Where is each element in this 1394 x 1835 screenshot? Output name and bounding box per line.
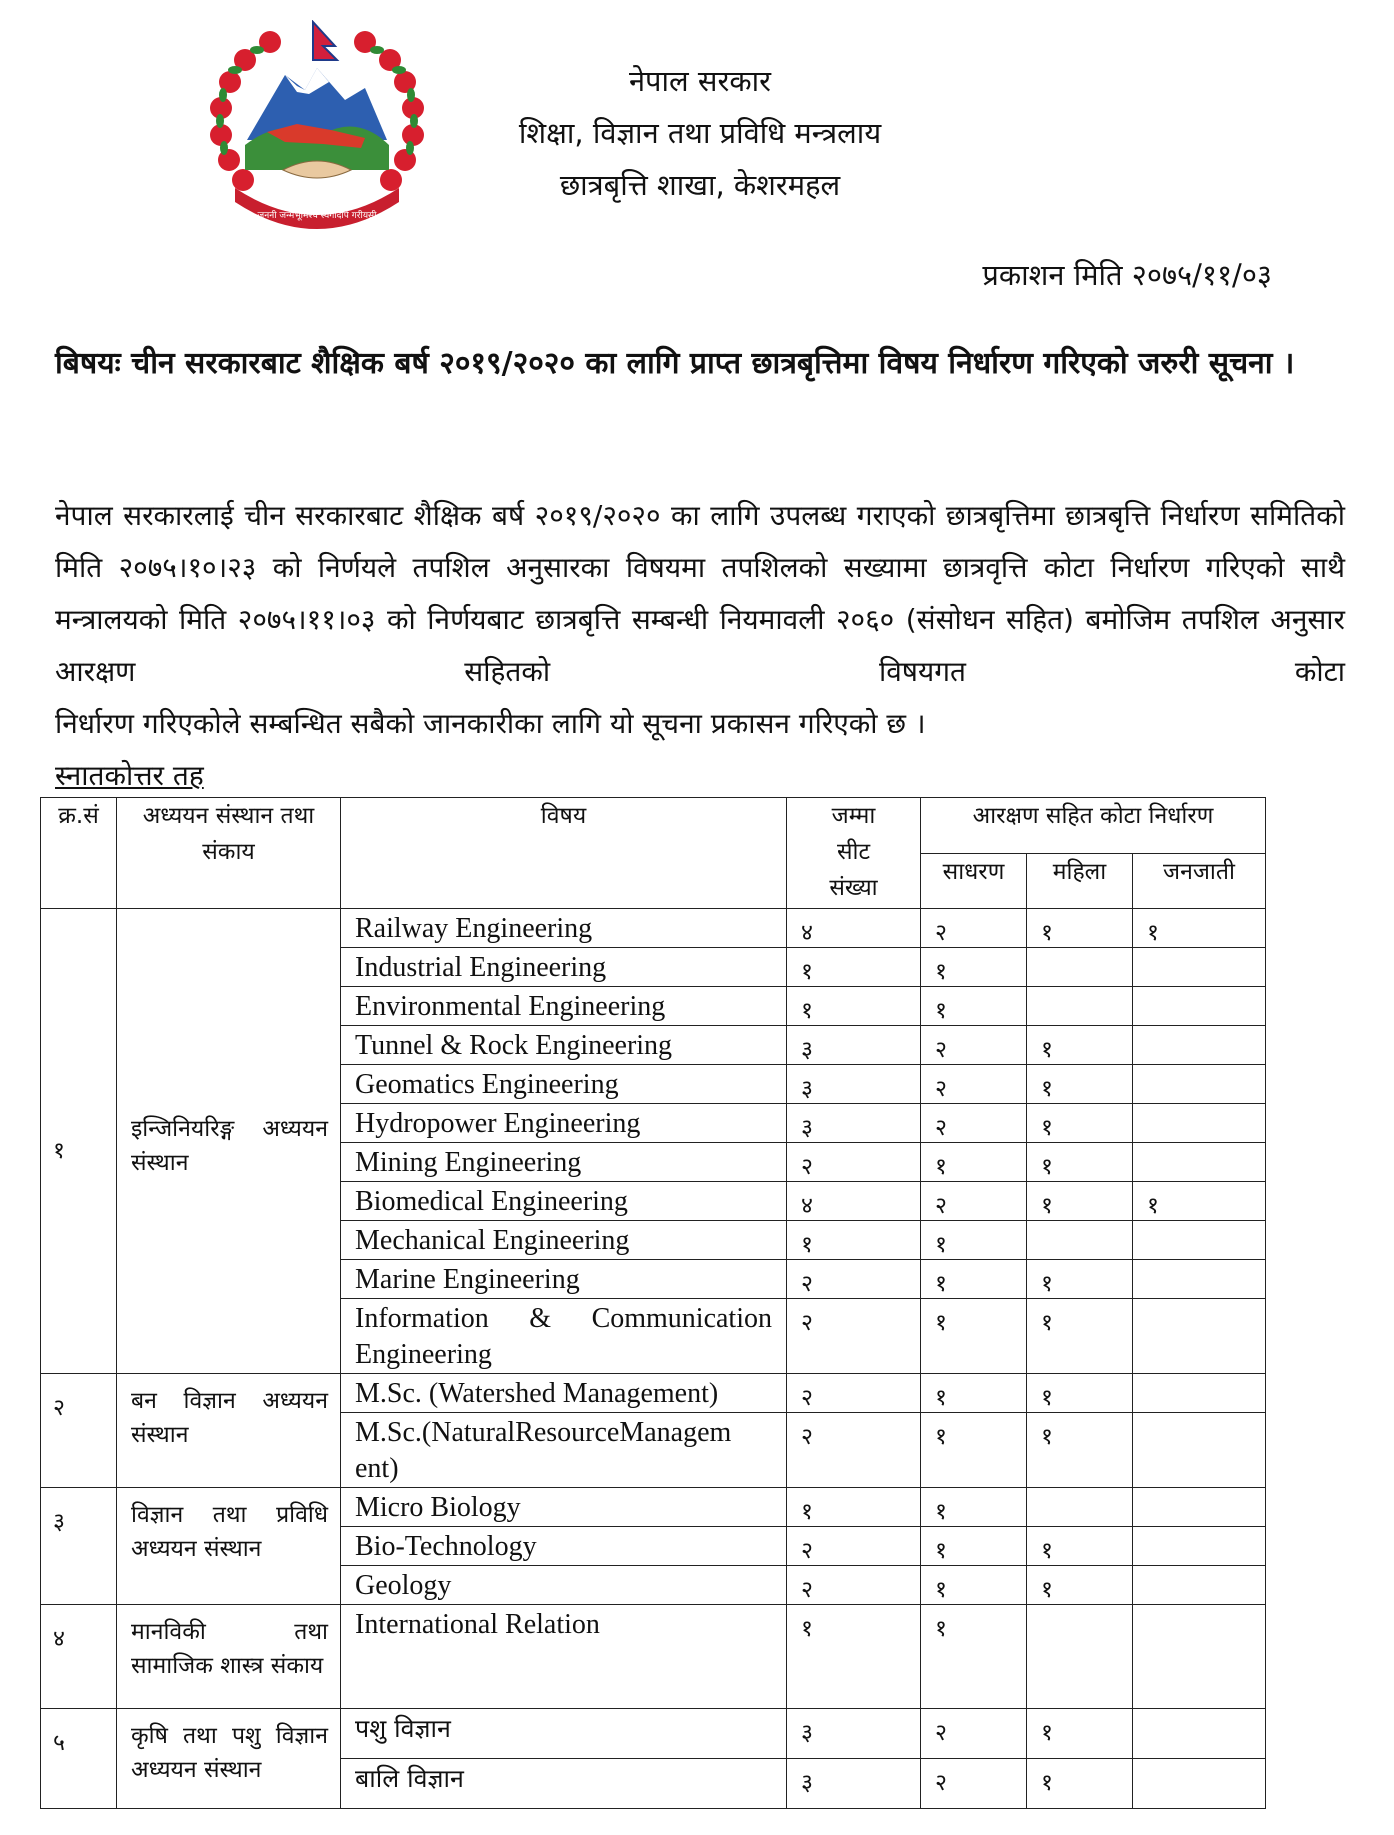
cell-subject: Railway Engineering	[341, 909, 787, 948]
cell-janajati	[1133, 1143, 1266, 1182]
cell-general: १	[921, 1260, 1027, 1299]
cell-institute: इन्जिनियरिङ्ग अध्ययन संस्थान	[117, 909, 341, 1374]
header-institute: अध्ययन संस्थान तथा संकाय	[117, 798, 341, 909]
header-total-seats: जम्मा सीट संख्या	[787, 798, 921, 909]
cell-general: २	[921, 1104, 1027, 1143]
cell-janajati	[1133, 987, 1266, 1026]
cell-female: १	[1027, 1709, 1133, 1759]
cell-general: १	[921, 1413, 1027, 1488]
cell-general: १	[921, 1488, 1027, 1527]
cell-janajati: १	[1133, 1182, 1266, 1221]
cell-sn: ४	[41, 1605, 117, 1709]
cell-janajati	[1133, 1260, 1266, 1299]
cell-total-seats: २	[787, 1374, 921, 1413]
cell-total-seats: ४	[787, 909, 921, 948]
cell-subject: बालि विज्ञान	[341, 1759, 787, 1809]
ministry-header	[430, 55, 970, 211]
scholarship-quota-table	[40, 797, 1266, 1809]
cell-total-seats: १	[787, 1605, 921, 1709]
cell-total-seats: २	[787, 1527, 921, 1566]
cell-female: १	[1027, 1065, 1133, 1104]
cell-total-seats: ३	[787, 1759, 921, 1809]
notice-body-last-line: निर्धारण गरिएकोले सम्बन्धित सबैको जानकारीका लागि यो सूचना प्रकासन गरिएको छ ।	[55, 707, 926, 740]
header-subject: विषय	[341, 798, 787, 909]
cell-total-seats: ३	[787, 1709, 921, 1759]
publication-date: प्रकाशन मिति २०७५/११/०३	[982, 258, 1272, 292]
cell-total-seats: २	[787, 1566, 921, 1605]
cell-subject: पशु विज्ञान	[341, 1709, 787, 1759]
cell-total-seats: ३	[787, 1104, 921, 1143]
cell-sn: २	[41, 1374, 117, 1488]
cell-female: १	[1027, 1104, 1133, 1143]
cell-female: १	[1027, 1026, 1133, 1065]
cell-female: १	[1027, 1143, 1133, 1182]
cell-subject: Tunnel & Rock Engineering	[341, 1026, 787, 1065]
cell-sn: १	[41, 909, 117, 1374]
level-heading: स्नातकोत्तर तह	[55, 759, 204, 792]
cell-subject: Hydropower Engineering	[341, 1104, 787, 1143]
cell-total-seats: २	[787, 1299, 921, 1374]
table-row	[41, 1488, 1266, 1527]
cell-janajati	[1133, 1374, 1266, 1413]
cell-subject: Bio-Technology	[341, 1527, 787, 1566]
header-quota-group: आरक्षण सहित कोटा निर्धारण	[921, 798, 1266, 854]
cell-female: १	[1027, 1759, 1133, 1809]
notice-body-main: नेपाल सरकारलाई चीन सरकारबाट शैक्षिक बर्ष २०१९/२०२० का लागि उपलब्ध गराएको छात्रबृत्तिमा छात्रबृत्ति निर्धारण समितिको मिति २०७५।१०।२३ को निर्णयले तपशिल अनुसारका विषयमा तपशिलको सख्यामा छात्रवृत्ति कोटा निर्धारण गरिएको साथै मन्त्रालयको मिति २०७५।११।०३ को निर्णयबाट छात्रबृत्ति सम्बन्धी नियमावली २०६० (संसोधन सहित) बमोजिम तपशिल अनुसार आरक्षण सहितको विषयगत कोटा	[55, 499, 1345, 688]
cell-general: २	[921, 1709, 1027, 1759]
header-female: महिला	[1027, 853, 1133, 909]
cell-total-seats: १	[787, 987, 921, 1026]
cell-general: १	[921, 1374, 1027, 1413]
cell-general: १	[921, 1143, 1027, 1182]
cell-subject: Information & Communication Engineering	[341, 1299, 787, 1374]
cell-janajati	[1133, 1104, 1266, 1143]
cell-janajati	[1133, 1488, 1266, 1527]
cell-subject: M.Sc. (Watershed Management)	[341, 1374, 787, 1413]
cell-general: २	[921, 1759, 1027, 1809]
cell-total-seats: १	[787, 1488, 921, 1527]
cell-general: १	[921, 1605, 1027, 1709]
cell-female	[1027, 1221, 1133, 1260]
cell-female: १	[1027, 1527, 1133, 1566]
cell-general: २	[921, 1026, 1027, 1065]
table-row	[41, 909, 1266, 948]
header-sn: क्र.सं	[41, 798, 117, 909]
cell-general: १	[921, 987, 1027, 1026]
emblem-motto: जननी जन्मभूमिश्च स्वर्गादपि गरीयसी	[257, 211, 377, 221]
cell-general: १	[921, 1566, 1027, 1605]
cell-institute: मानविकी तथा सामाजिक शास्त्र संकाय	[117, 1605, 341, 1709]
table-row	[41, 1709, 1266, 1759]
cell-janajati	[1133, 1026, 1266, 1065]
cell-subject: International Relation	[341, 1605, 787, 1709]
cell-general: १	[921, 1527, 1027, 1566]
cell-female: १	[1027, 1413, 1133, 1488]
cell-subject: M.Sc.(NaturalResourceManagem ent)	[341, 1413, 787, 1488]
section-name: छात्रबृत्ति शाखा, केशरमहल	[559, 168, 841, 202]
notice-body	[55, 490, 1345, 750]
cell-general: १	[921, 948, 1027, 987]
cell-janajati	[1133, 1299, 1266, 1374]
header-general: साधरण	[921, 853, 1027, 909]
cell-janajati	[1133, 1221, 1266, 1260]
cell-total-seats: २	[787, 1260, 921, 1299]
cell-female	[1027, 987, 1133, 1026]
ministry-name: शिक्षा, विज्ञान तथा प्रविधि मन्त्रलाय	[518, 116, 882, 150]
cell-total-seats: २	[787, 1143, 921, 1182]
cell-subject: Environmental Engineering	[341, 987, 787, 1026]
nepal-emblem-icon	[205, 20, 430, 240]
cell-subject: Mining Engineering	[341, 1143, 787, 1182]
table-row	[41, 1374, 1266, 1413]
cell-general: २	[921, 1182, 1027, 1221]
cell-subject: Geomatics Engineering	[341, 1065, 787, 1104]
cell-sn: ५	[41, 1709, 117, 1809]
cell-janajati: १	[1133, 909, 1266, 948]
cell-female: १	[1027, 1260, 1133, 1299]
cell-institute: विज्ञान तथा प्रविधि अध्ययन संस्थान	[117, 1488, 341, 1605]
cell-subject: Micro Biology	[341, 1488, 787, 1527]
cell-janajati	[1133, 1709, 1266, 1759]
cell-janajati	[1133, 948, 1266, 987]
cell-total-seats: ३	[787, 1065, 921, 1104]
cell-janajati	[1133, 1605, 1266, 1709]
header-janajati: जनजाती	[1133, 853, 1266, 909]
cell-janajati	[1133, 1527, 1266, 1566]
cell-general: १	[921, 1221, 1027, 1260]
cell-female	[1027, 1488, 1133, 1527]
cell-janajati	[1133, 1566, 1266, 1605]
notice-subject: बिषयः चीन सरकारबाट शैक्षिक बर्ष २०१९/२०२० का लागि प्राप्त छात्रबृत्तिमा विषय निर्धारण गरिएको जरुरी सूचना ।	[55, 346, 1295, 381]
cell-female: १	[1027, 1299, 1133, 1374]
table-row	[41, 1605, 1266, 1709]
government-name: नेपाल सरकार	[628, 64, 772, 98]
cell-total-seats: ३	[787, 1026, 921, 1065]
cell-sn: ३	[41, 1488, 117, 1605]
cell-institute: बन विज्ञान अध्ययन संस्थान	[117, 1374, 341, 1488]
cell-subject: Biomedical Engineering	[341, 1182, 787, 1221]
cell-total-seats: ४	[787, 1182, 921, 1221]
cell-subject: Industrial Engineering	[341, 948, 787, 987]
cell-janajati	[1133, 1065, 1266, 1104]
cell-female	[1027, 1605, 1133, 1709]
cell-total-seats: १	[787, 1221, 921, 1260]
cell-subject: Geology	[341, 1566, 787, 1605]
cell-subject: Marine Engineering	[341, 1260, 787, 1299]
cell-total-seats: २	[787, 1413, 921, 1488]
cell-general: १	[921, 1299, 1027, 1374]
cell-female	[1027, 948, 1133, 987]
cell-institute: कृषि तथा पशु विज्ञान अध्ययन संस्थान	[117, 1709, 341, 1809]
cell-janajati	[1133, 1413, 1266, 1488]
cell-general: २	[921, 1065, 1027, 1104]
cell-total-seats: १	[787, 948, 921, 987]
cell-janajati	[1133, 1759, 1266, 1809]
cell-female: १	[1027, 909, 1133, 948]
cell-female: १	[1027, 1566, 1133, 1605]
cell-general: २	[921, 909, 1027, 948]
cell-subject: Mechanical Engineering	[341, 1221, 787, 1260]
cell-female: १	[1027, 1182, 1133, 1221]
cell-female: १	[1027, 1374, 1133, 1413]
